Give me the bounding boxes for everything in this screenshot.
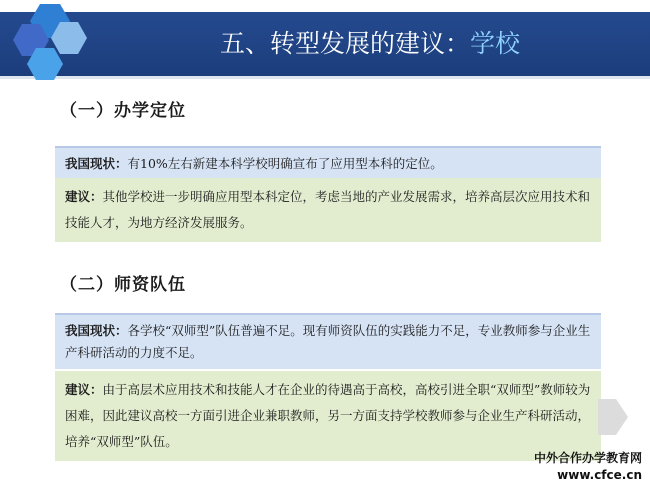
suggestion-text: 由于高层术应用技术和技能人才在企业的待遇高于高校，高校引进全职“双师型”教师较为困难，因此建议高校一方面引进企业兼职教师，另一方面支持学校教师参与企业生产科研活动，培养“双师型”队伍。 [65,382,591,449]
decorative-chevron-icon [598,399,628,435]
slide-title [160,24,580,64]
slide-title-accent: 学校 [470,29,521,58]
watermark-url: www.cfce.cn [557,468,642,482]
status-label: 我国现状： [65,156,128,171]
suggestion-block-faculty [55,371,601,461]
status-text: 有10%左右新建本科学校明确宣布了应用型本科的定位。 [127,156,443,171]
watermark-site-name: 中外合作办学教育网 [533,451,642,465]
title-bar-underline [0,76,650,79]
status-block-positioning [55,146,601,180]
suggestion-label: 建议： [65,382,103,397]
suggestion-label: 建议： [65,189,103,204]
suggestion-text: 其他学校进一步明确应用型本科定位，考虑当地的产业发展需求，培养高层次应用技术和技能人才，为地方经济发展服务。 [65,189,591,230]
suggestion-block-positioning [55,178,601,242]
status-block-faculty [55,313,601,369]
section-heading-school-positioning: （一）办学定位 [60,101,186,121]
status-label: 我国现状： [65,323,128,338]
watermark [534,450,642,484]
status-text: 各学校“双师型”队伍普遍不足。现有师资队伍的实践能力不足，专业教师参与企业生产科研活动的力度不足。 [65,323,591,360]
slide-title-prefix: 五、转型发展的建议： [219,29,470,58]
hexagon-logo-icon [0,0,90,90]
section-heading-faculty: （二）师资队伍 [60,275,186,295]
